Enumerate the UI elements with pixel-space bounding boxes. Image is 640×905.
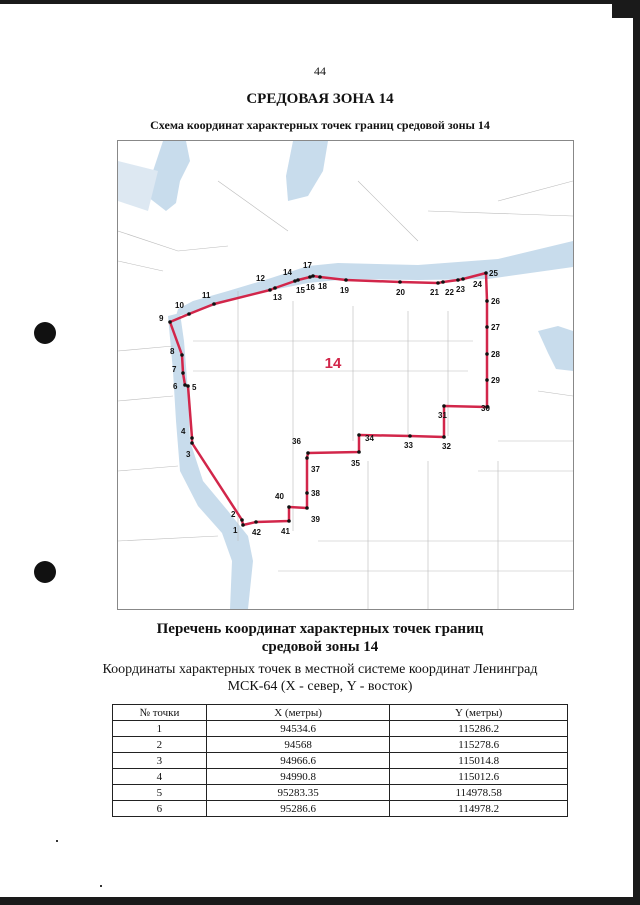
vertex-label: 15	[296, 286, 305, 295]
coordinate-list-title-line1: Перечень координат характерных точек границ	[156, 621, 484, 637]
cell-y: 115286.2	[390, 721, 568, 737]
cell-point: 3	[113, 753, 207, 769]
zone-map	[117, 140, 574, 610]
scan-edge-top	[0, 0, 640, 4]
boundary-vertex	[305, 506, 309, 510]
page-number: 44	[314, 64, 326, 78]
vertex-label: 5	[192, 383, 197, 392]
boundary-vertex	[181, 371, 185, 375]
vertex-label: 28	[491, 350, 500, 359]
cell-x: 94990.8	[206, 769, 390, 785]
vertex-label: 26	[491, 297, 500, 306]
vertex-label: 27	[491, 323, 500, 332]
boundary-vertex	[168, 320, 172, 324]
coordinate-system-note-line2: МСК-64 (X - север, Y - восток)	[227, 679, 413, 694]
vertex-label: 9	[159, 314, 164, 323]
vertex-label: 32	[442, 442, 451, 451]
boundary-vertex	[456, 278, 460, 282]
boundary-vertex	[268, 288, 272, 292]
cell-point: 2	[113, 737, 207, 753]
vertex-label: 39	[311, 515, 320, 524]
vertex-label: 20	[396, 288, 405, 297]
cell-x: 94534.6	[206, 721, 390, 737]
vertex-label: 22	[445, 288, 454, 297]
boundary-vertex	[441, 280, 445, 284]
scan-speck	[56, 840, 58, 842]
vertex-label: 19	[340, 286, 349, 295]
boundary-vertex	[485, 352, 489, 356]
vertex-label: 14	[283, 268, 292, 277]
boundary-vertex	[180, 353, 184, 357]
boundary-vertex	[254, 520, 258, 524]
vertex-label: 30	[481, 404, 490, 413]
boundary-vertices	[168, 271, 489, 527]
coordinates-table	[112, 704, 568, 817]
cell-y: 114978.58	[390, 785, 568, 801]
vertex-label: 38	[311, 489, 320, 498]
cell-point: 6	[113, 801, 207, 817]
scan-speck	[100, 885, 102, 887]
vertex-label: 18	[318, 282, 327, 291]
vertex-label: 29	[491, 376, 500, 385]
vertex-label: 23	[456, 285, 465, 294]
boundary-vertex	[357, 433, 361, 437]
vertex-label: 10	[175, 301, 184, 310]
boundary-vertex	[296, 278, 300, 282]
vertex-label: 16	[306, 283, 315, 292]
coordinate-list-title	[0, 620, 640, 656]
boundary-vertex	[485, 325, 489, 329]
vertex-label: 7	[172, 365, 177, 374]
boundary-vertex	[305, 456, 309, 460]
boundary-vertex	[305, 491, 309, 495]
vertex-label: 6	[173, 382, 178, 391]
boundary-vertex	[306, 451, 310, 455]
boundary-vertex	[461, 277, 465, 281]
cell-point: 4	[113, 769, 207, 785]
vertex-label: 17	[303, 261, 312, 270]
boundary-vertex	[287, 505, 291, 509]
vertex-label: 8	[170, 347, 175, 356]
boundary-vertex	[287, 519, 291, 523]
boundary-vertex	[344, 278, 348, 282]
scan-edge-bottom	[0, 897, 640, 905]
header-point-number: № точки	[113, 705, 207, 721]
vertex-label: 42	[252, 528, 261, 537]
cell-y: 115012.6	[390, 769, 568, 785]
cell-point: 1	[113, 721, 207, 737]
coordinate-system-note-line1: Координаты характерных точек в местной системе координат Ленинград	[102, 662, 538, 677]
punch-hole-top	[34, 322, 56, 344]
header-x: X (метры)	[206, 705, 390, 721]
document-title: СРЕДОВАЯ ЗОНА 14	[246, 91, 394, 107]
vertex-label: 3	[186, 450, 191, 459]
boundary-vertex	[485, 378, 489, 382]
vertex-label: 1	[233, 526, 238, 535]
cell-point: 5	[113, 785, 207, 801]
river-water	[118, 141, 573, 609]
boundary-vertex	[311, 274, 315, 278]
map-caption: Схема координат характерных точек границ средовой зоны 14	[150, 118, 490, 132]
vertex-label: 37	[311, 465, 320, 474]
zone-number-label: 14	[324, 355, 342, 372]
cell-y: 115278.6	[390, 737, 568, 753]
vertex-label: 34	[365, 434, 374, 443]
table-row	[113, 753, 568, 769]
scan-edge-corner	[612, 4, 633, 18]
vertex-label: 24	[473, 280, 482, 289]
table-row	[113, 769, 568, 785]
boundary-vertex	[318, 275, 322, 279]
vertex-label: 35	[351, 459, 360, 468]
header-y: Y (метры)	[390, 705, 568, 721]
cell-y: 114978.2	[390, 801, 568, 817]
boundary-vertex	[190, 441, 194, 445]
vertex-label: 21	[430, 288, 439, 297]
cell-x: 95286.6	[206, 801, 390, 817]
vertex-label: 25	[489, 269, 498, 278]
cell-x: 94568	[206, 737, 390, 753]
punch-hole-bottom	[34, 561, 56, 583]
boundary-vertex	[485, 299, 489, 303]
boundary-vertex	[187, 312, 191, 316]
boundary-vertex	[240, 518, 244, 522]
table-header-row	[113, 705, 568, 721]
vertex-label: 11	[202, 291, 211, 300]
coordinate-system-note	[0, 661, 640, 695]
vertex-label: 40	[275, 492, 284, 501]
vertex-label: 33	[404, 441, 413, 450]
vertex-label: 13	[273, 293, 282, 302]
coordinate-list-title-line2: средовой зоны 14	[261, 639, 379, 655]
vertex-label: 4	[181, 427, 186, 436]
cell-x: 94966.6	[206, 753, 390, 769]
vertex-label: 31	[438, 411, 447, 420]
vertex-label: 2	[231, 510, 236, 519]
boundary-vertex	[190, 436, 194, 440]
table-row	[113, 785, 568, 801]
boundary-vertex	[442, 404, 446, 408]
vertex-label: 12	[256, 274, 265, 283]
table-row	[113, 737, 568, 753]
boundary-vertex	[273, 286, 277, 290]
table-row	[113, 801, 568, 817]
zone-boundary	[170, 273, 487, 525]
boundary-vertex	[183, 383, 187, 387]
boundary-vertex	[357, 450, 361, 454]
scan-edge-right	[633, 0, 640, 905]
boundary-vertex	[398, 280, 402, 284]
vertex-label: 41	[281, 527, 290, 536]
zone-map-drawing	[118, 141, 573, 609]
boundary-vertex	[212, 302, 216, 306]
boundary-vertex	[442, 435, 446, 439]
cell-y: 115014.8	[390, 753, 568, 769]
boundary-vertex	[241, 523, 245, 527]
boundary-vertex	[408, 434, 412, 438]
vertex-label: 36	[292, 437, 301, 446]
boundary-vertex	[484, 271, 488, 275]
cell-x: 95283.35	[206, 785, 390, 801]
boundary-vertex	[436, 281, 440, 285]
table-row	[113, 721, 568, 737]
